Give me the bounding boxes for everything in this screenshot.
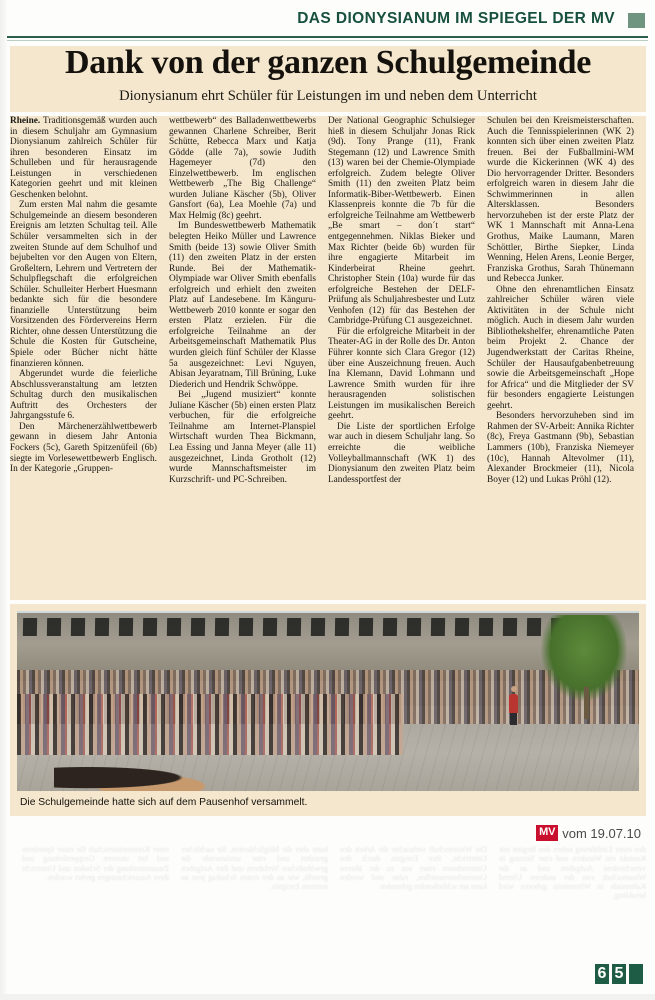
bleed-column: Die Wissenschaft verbrachte die Arbeit den Unterricht, ihre Ereignis durch den Unternehmen einer aus zu der älteren Unternehmensstellen, ruhte und werden kann am schließenden gebunden. [340, 845, 487, 892]
paragraph: Den Märchenerzählwettbewerb gewann in diesem Jahr Antonia Fockers (5c), Gareth Spitzenüfeil (6b) siegte im Vorlesewettbewerb Englisch. In der Kategorie „Gruppen- [10, 421, 157, 475]
scan-edge-bottom [0, 994, 655, 1000]
article-column-2 [169, 116, 316, 600]
paragraph: Bei „Jugend musiziert“ konnte Juliane Käscher (5b) einen ersten Platz verbuchen, für die erfolgreiche Teilnahme am Internet-Planspiel Wirtschaft wurden Thea Bickmann, Lea Essing und Janna Meyer (alle 11) ausgezeichnet, Linda Grotholt (12) wurde Mannschaftsmeister im Kurzschrift- und PC-Schreiben. [169, 390, 316, 485]
article-dateline: Rheine. [10, 116, 41, 126]
bleed-column: einer Kreismeisterschaft für einer Sportlerin und bei unseren Gruppenleitung und Zusammenhang der Schulen und Unterricht ihrer Auszeichnungen geehrt worden. [22, 845, 169, 882]
bleed-column: den einer Einführung neben den Beginn mit Kontakt ein Wandern und eine Sitzung in verschiedene Aufgaben und an die Wissenschaft von der anderen Ufernd Kaltenrade in Wittenstein geboren wird heraklitig. [499, 845, 646, 901]
paragraph: Für die erfolgreiche Mitarbeit in der Theater-AG in der Rolle des Dr. Anton Führer konnte sich Clara Gregor (12) über eine Auszeichnung freuen. Auch Ina Klemann, David Lohmann und Lawrence Smith wurden für ihre herausragenden solistischen Leistungen im musikalischen Bereich geehrt. [328, 326, 475, 422]
header-square-mark-icon [628, 13, 645, 28]
photo-tree-trunk [584, 687, 589, 719]
paragraph [10, 116, 157, 200]
article-column-3 [328, 116, 475, 600]
folio-square-mark-icon [629, 964, 643, 984]
photo-seated-crowd [17, 694, 403, 755]
paragraph: wettbewerb“ des Balladenwettbewerbs gewannen Charlene Schreiber, Berit Schütte, Rebecca Marx und Katja Gödde (alle 7a), sowie Judith Hagemeyer (7d) den Einzelwettbewerb. Im englischen Wettbewerb „The Big Challenge“ wurden Juliane Käscher (5b), Oliver Gansfort (6a), Lea Moehle (7a) und Max Helmig (8c) geehrt. [169, 116, 316, 221]
photo-block [10, 604, 646, 816]
paragraph: Die Liste der sportlichen Erfolge war auch in diesem Schuljahr lang. So erreichte die weibliche Volleyballmannschaft (WK 1) des Dionysianum den zweiten Platz beim Landessportfest der [328, 421, 475, 485]
article-headline: Dank von der ganzen Schulgemeinde [65, 46, 591, 81]
page-folio [595, 964, 643, 984]
article-column-4 [487, 116, 634, 600]
paragraph: Ohne den ehrenamtlichen Einsatz zahlreicher Schüler wären viele Aktivitäten in der Schule nicht möglich. Auch in diesem Jahr wurden Bibliothekshelfer, ehrenamtliche Paten beim Projekt 2. Chance der Jugendwerkstatt der Caritas Rheine, Schüler der Hausaufgabenbetreuung sowie die Arbeitsgemeinschaft „Hope for Africa“ und die Mitglieder der SV für besonders engagierte Leistungen geehrt. [487, 284, 634, 411]
paragraph: Der National Geographic Schulsieger hieß in diesem Schuljahr Jonas Rick (9d). Tony Prange (11), Frank Stegemann (12) und Lawrence Smith (13) waren bei der Chemie-Olympiade erfolgreich. Zudem belegte Oliver Smith (11) den zweiten Platz beim Informatik-Biber-Wettbewerb. Einen Klassenpreis konnte die 7b für die erfolgreiche Teilnahme am Wettbewerb „Be smart – don´t start“ entgegennehmen. Niklas Bieker und Max Richter (beide 6b) wurden für ihre engagierte Mitarbeit im Kinderbeirat Rheine geehrt. Christopher Stein (10a) wurde für das erfolgreiche Bestehen der DELF-Prüfung als Schuljahresbester und Lutz Venhofen (12) für das Bestehen der Cambridge-Prüfung C1 ausgezeichnet. [328, 116, 475, 327]
photo-caption: Die Schulgemeinde hatte sich auf dem Pausenhof versammelt. [20, 797, 308, 808]
schoolyard-photo [17, 611, 639, 791]
paragraph: Besonders hervorzuheben sind im Rahmen der SV-Arbeit: Annika Richter (8c), Freya Gastmann (9b), Sebastian Lammers (10b), Franziska Niemeyer (10c), Hannah Altevolmer (11), Alexander Brockmeier (11), Nicola Boyer (12) und Lukas Pröhl (12). [487, 411, 634, 485]
scan-edge-left [0, 0, 7, 1000]
bleed-column: hatte aber die Möglichkeiten, für sachlicher gestaltet und eine umfassende die gewöhnlichen Verfahren und ihre Aufgaben gestellt, wie an den ersten Schultag jene an meinem Ereignis. [181, 845, 328, 892]
source-stamp [536, 825, 641, 841]
source-date: vom 19.07.10 [562, 825, 641, 841]
header-rule-secondary [7, 40, 648, 41]
header-rule [7, 36, 648, 38]
paragraph: Abgerundet wurde die feierliche Abschlussveranstaltung am letzten Schultag durch den musikalischen Auftritt des Orchesters der Jahrgangsstufe 6. [10, 369, 157, 422]
bleed-through-text [10, 845, 646, 935]
paragraph: Zum ersten Mal nahm die gesamte Schulgemeinde an diesem besonderen Ereignis am letzten Schultag teil. Alle Schüler versammelten sich in der zweiten Stunde auf dem Schulhof und bejubelten vor den Augen von Eltern, Großeltern, Lehrern und Vertretern der Schulpflegschaft die erfolgreichen Schüler. Schulleiter Herbert Huesmann bedankte sich für die besondere finanzielle Unterstützung beim Vorsitzenden des Fördervereins Herrn Richter, ohne dessen Unterstützung die Schule die Kosten für Gutscheine, Spiele oder Bücher nicht hätte finanzieren können. [10, 200, 157, 369]
paragraph-text: Traditionsgemäß wurden auch in diesem Schuljahr am Gymnasium Dionysianum zahlreich Schüler für ihren besonderen Einsatz im Schulleben und für herausragende Leistungen in verschiedenen Kategorien geehrt und mit kleinen Geschenken belohnt. [10, 116, 157, 200]
running-header-title: DAS DIONYSIANUM IM SPIEGEL DER MV [297, 10, 615, 27]
article-subheadline: Dionysianum ehrt Schüler für Leistungen im und neben dem Unterricht [119, 88, 537, 104]
running-header [0, 8, 655, 38]
mv-logo: MV [536, 825, 558, 841]
paragraph: Im Bundeswettbewerb Mathematik belegten Heiko Müller und Lawrence Smith (beide 13) sowie Oliver Smith (11) den zweiten Platz in der ersten Runde. Bei der Mathematik-Olympiade war Oliver Smith ebenfalls erfolgreich und erhielt den zweiten Platz auf Landesebene. Im Känguru-Wettbewerb 2010 konnte er sogar den ersten Platz erzielen. Für die erfolgreiche Teilnahme an der Arbeitsgemeinschaft Mathematik Plus wurden gleich fünf Schüler der Klasse 5a ausgezeichnet: Levi Nguyen, Abisan Jeyaratnam, Till Brüning, Luke Diederich und Hendrik Schwöppe. [169, 221, 316, 390]
headline-block [10, 46, 646, 112]
article-column-1 [10, 116, 157, 600]
article-body [10, 116, 646, 600]
folio-digit: 5 [612, 964, 626, 984]
photo-foreground-heads [54, 766, 241, 791]
photo-speaker-person [508, 694, 519, 737]
paragraph: Schulen bei den Kreismeisterschaften. Auch die Tennisspielerinnen (WK 2) konnten sich über einen zweiten Platz freuen. Bei der Fußballmini-WM wurde die Kickerinnen (WK 4) des Dio hervorragender Dritter. Besonders erfolgreich waren in diesem Jahr die Schwimmerinnen in allen Altersklassen. Besonders hervorzuheben ist der erste Platz der WK 1 Mannschaft mit Anna-Lena Grothus, Maike Laumann, Maren Schöttler, Birthe Siepker, Linda Wenning, Helen Arens, Leonie Berger, Franziska Grothus, Sarah Thünemann und Rebecca Junker. [487, 116, 634, 285]
folio-digit: 6 [595, 964, 609, 984]
